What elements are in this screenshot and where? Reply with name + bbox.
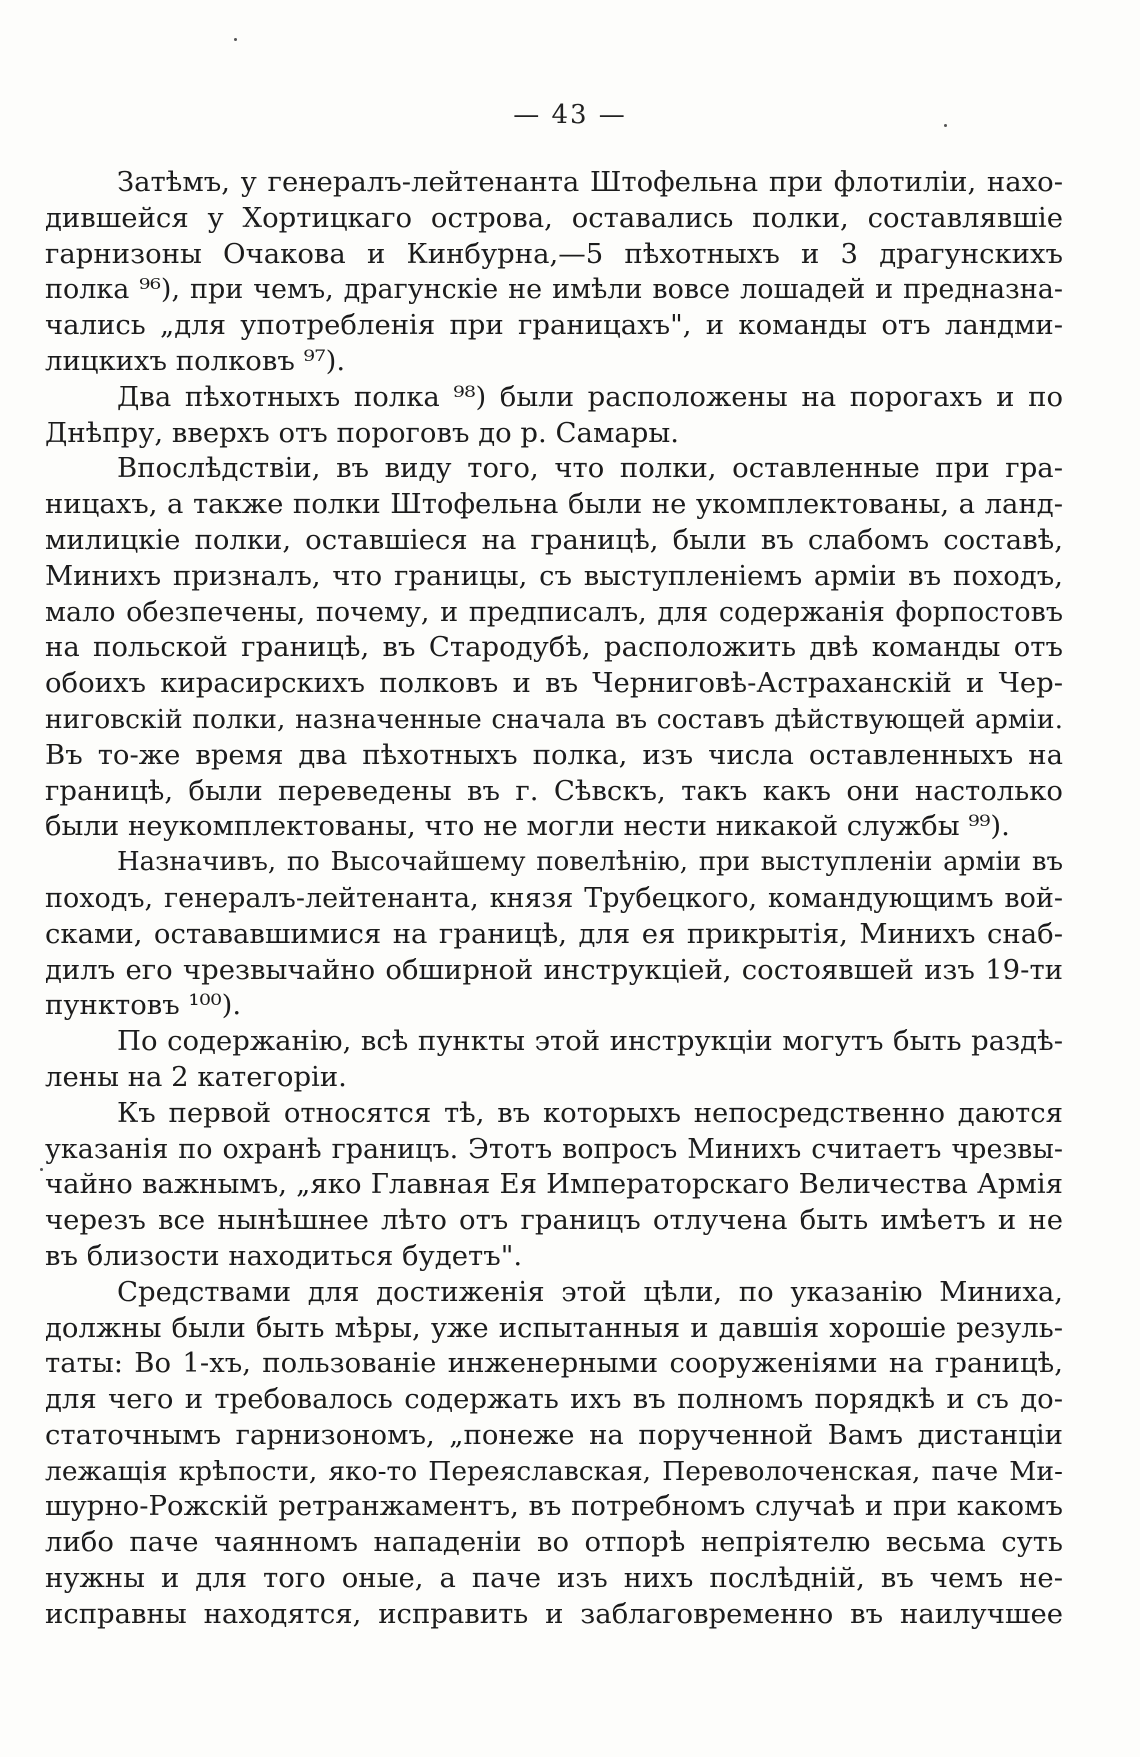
text-line: милицкіе полки, оставшіеся на границѣ, были въ слабомъ составѣ, xyxy=(45,523,1063,556)
body-text xyxy=(45,165,1063,1633)
text-line: сками, остававшимися на границѣ, для ея прикрытія, Минихъ снаб- xyxy=(45,917,1063,950)
text-line: гарнизоны Очакова и Кинбурна,—5 пѣхотныхъ и 3 драгунскихъ xyxy=(45,237,1063,270)
text-line: обоихъ кирасирскихъ полковъ и въ Черниговѣ-Астраханскій и Чер- xyxy=(45,667,1063,700)
text-line: Къ первой относятся тѣ, въ которыхъ непосредственно даются xyxy=(117,1096,1063,1129)
text-line: на польской границѣ, въ Стародубѣ, расположить двѣ команды отъ xyxy=(45,631,1063,664)
paper-speck xyxy=(40,1168,43,1171)
text-line: пунктовъ ¹⁰⁰). xyxy=(45,989,242,1022)
text-line: мало обезпечены, почему, и предписалъ, для содержанія форпостовъ xyxy=(45,596,1063,628)
text-line: для чего и требовалось содержать ихъ въ полномъ порядкѣ и съ до- xyxy=(45,1383,1063,1416)
text-line: нужны и для того оные, а паче изъ нихъ послѣдній, въ чемъ не- xyxy=(45,1562,1063,1595)
text-line: Впослѣдствіи, въ виду того, что полки, оставленные при гра- xyxy=(117,452,1063,485)
text-line: статочнымъ гарнизономъ, „понеже на порученной Вамъ дистанціи xyxy=(45,1418,1063,1451)
paper-speck xyxy=(234,38,237,41)
text-line: Средствами для достиженія этой цѣли, по указанію Миниха, xyxy=(117,1275,1063,1308)
text-line: чайно важнымъ, „яко Главная Ея Императорскаго Величества Армія xyxy=(45,1168,1063,1201)
text-line: границѣ, были переведены въ г. Сѣвскъ, такъ какъ они настолько xyxy=(45,774,1063,807)
text-line: Минихъ призналъ, что границы, съ выступленіемъ арміи въ походъ, xyxy=(45,559,1063,592)
text-line: Назначивъ, по Высочайшему повелѣнію, при выступленіи арміи въ xyxy=(117,847,1063,878)
text-line: черезъ все нынѣшнее лѣто отъ границъ отлучена быть имѣетъ и не xyxy=(45,1204,1063,1237)
text-line: Днѣпру, вверхъ отъ пороговъ до р. Самары. xyxy=(45,416,679,449)
text-line: указанія по охранѣ границъ. Этотъ вопросъ Минихъ считаетъ чрезвы- xyxy=(45,1133,1063,1165)
text-line: Затѣмъ, у генералъ-лейтенанта Штофельна при флотиліи, нахо- xyxy=(117,166,1063,198)
text-line: должны были быть мѣры, уже испытанныя и давшія хорошіе резуль- xyxy=(45,1311,1063,1344)
text-line: шурно-Рожскій ретранжаментъ, въ потребномъ случаѣ и при какомъ xyxy=(45,1490,1063,1523)
text-line: ницахъ, а также полки Штофельна были не укомплектованы, а ланд- xyxy=(45,488,1063,521)
text-line: были неукомплектованы, что не могли нести никакой службы ⁹⁹). xyxy=(45,810,1010,843)
text-line: чались „для употребленія при границахъ", и команды отъ ландми- xyxy=(45,309,1063,342)
text-line: Въ то-же время два пѣхотныхъ полка, изъ числа оставленныхъ на xyxy=(45,738,1063,771)
text-line: въ близости находиться будетъ". xyxy=(45,1239,523,1272)
text-line: исправны находятся, исправить и заблаговременно въ наилучшее xyxy=(45,1597,1063,1630)
text-line: таты: Во 1-хъ, пользованіе инженерными сооруженіями на границѣ, xyxy=(45,1347,1063,1380)
text-line: либо паче чаянномъ нападеніи во отпорѣ непріятелю весьма суть xyxy=(45,1526,1063,1559)
text-line: лены на 2 категоріи. xyxy=(45,1060,347,1093)
text-line: дилъ его чрезвычайно обширной инструкціей, состоявшей изъ 19-ти xyxy=(45,953,1063,986)
text-line: лежащія крѣпости, яко-то Переяславская, Переволоченская, паче Ми- xyxy=(45,1455,1063,1487)
text-line: лицкихъ полковъ ⁹⁷). xyxy=(45,344,346,377)
text-line: дившейся у Хортицкаго острова, оставались полки, составлявшіе xyxy=(45,201,1063,234)
text-line: ниговскій полки, назначенные сначала въ составъ дѣйствующей арміи. xyxy=(45,703,1063,735)
page-number: — 43 — xyxy=(513,100,627,130)
text-line: Два пѣхотныхъ полка ⁹⁸) были расположены на порогахъ и по xyxy=(117,380,1063,413)
text-line: По содержанію, всѣ пункты этой инструкціи могутъ быть раздѣ- xyxy=(117,1025,1063,1058)
text-line: полка ⁹⁶), при чемъ, драгунскіе не имѣли вовсе лошадей и предназна- xyxy=(45,274,1063,306)
text-line: походъ, генералъ-лейтенанта, князя Трубецкого, командующимъ вой- xyxy=(45,882,1063,914)
